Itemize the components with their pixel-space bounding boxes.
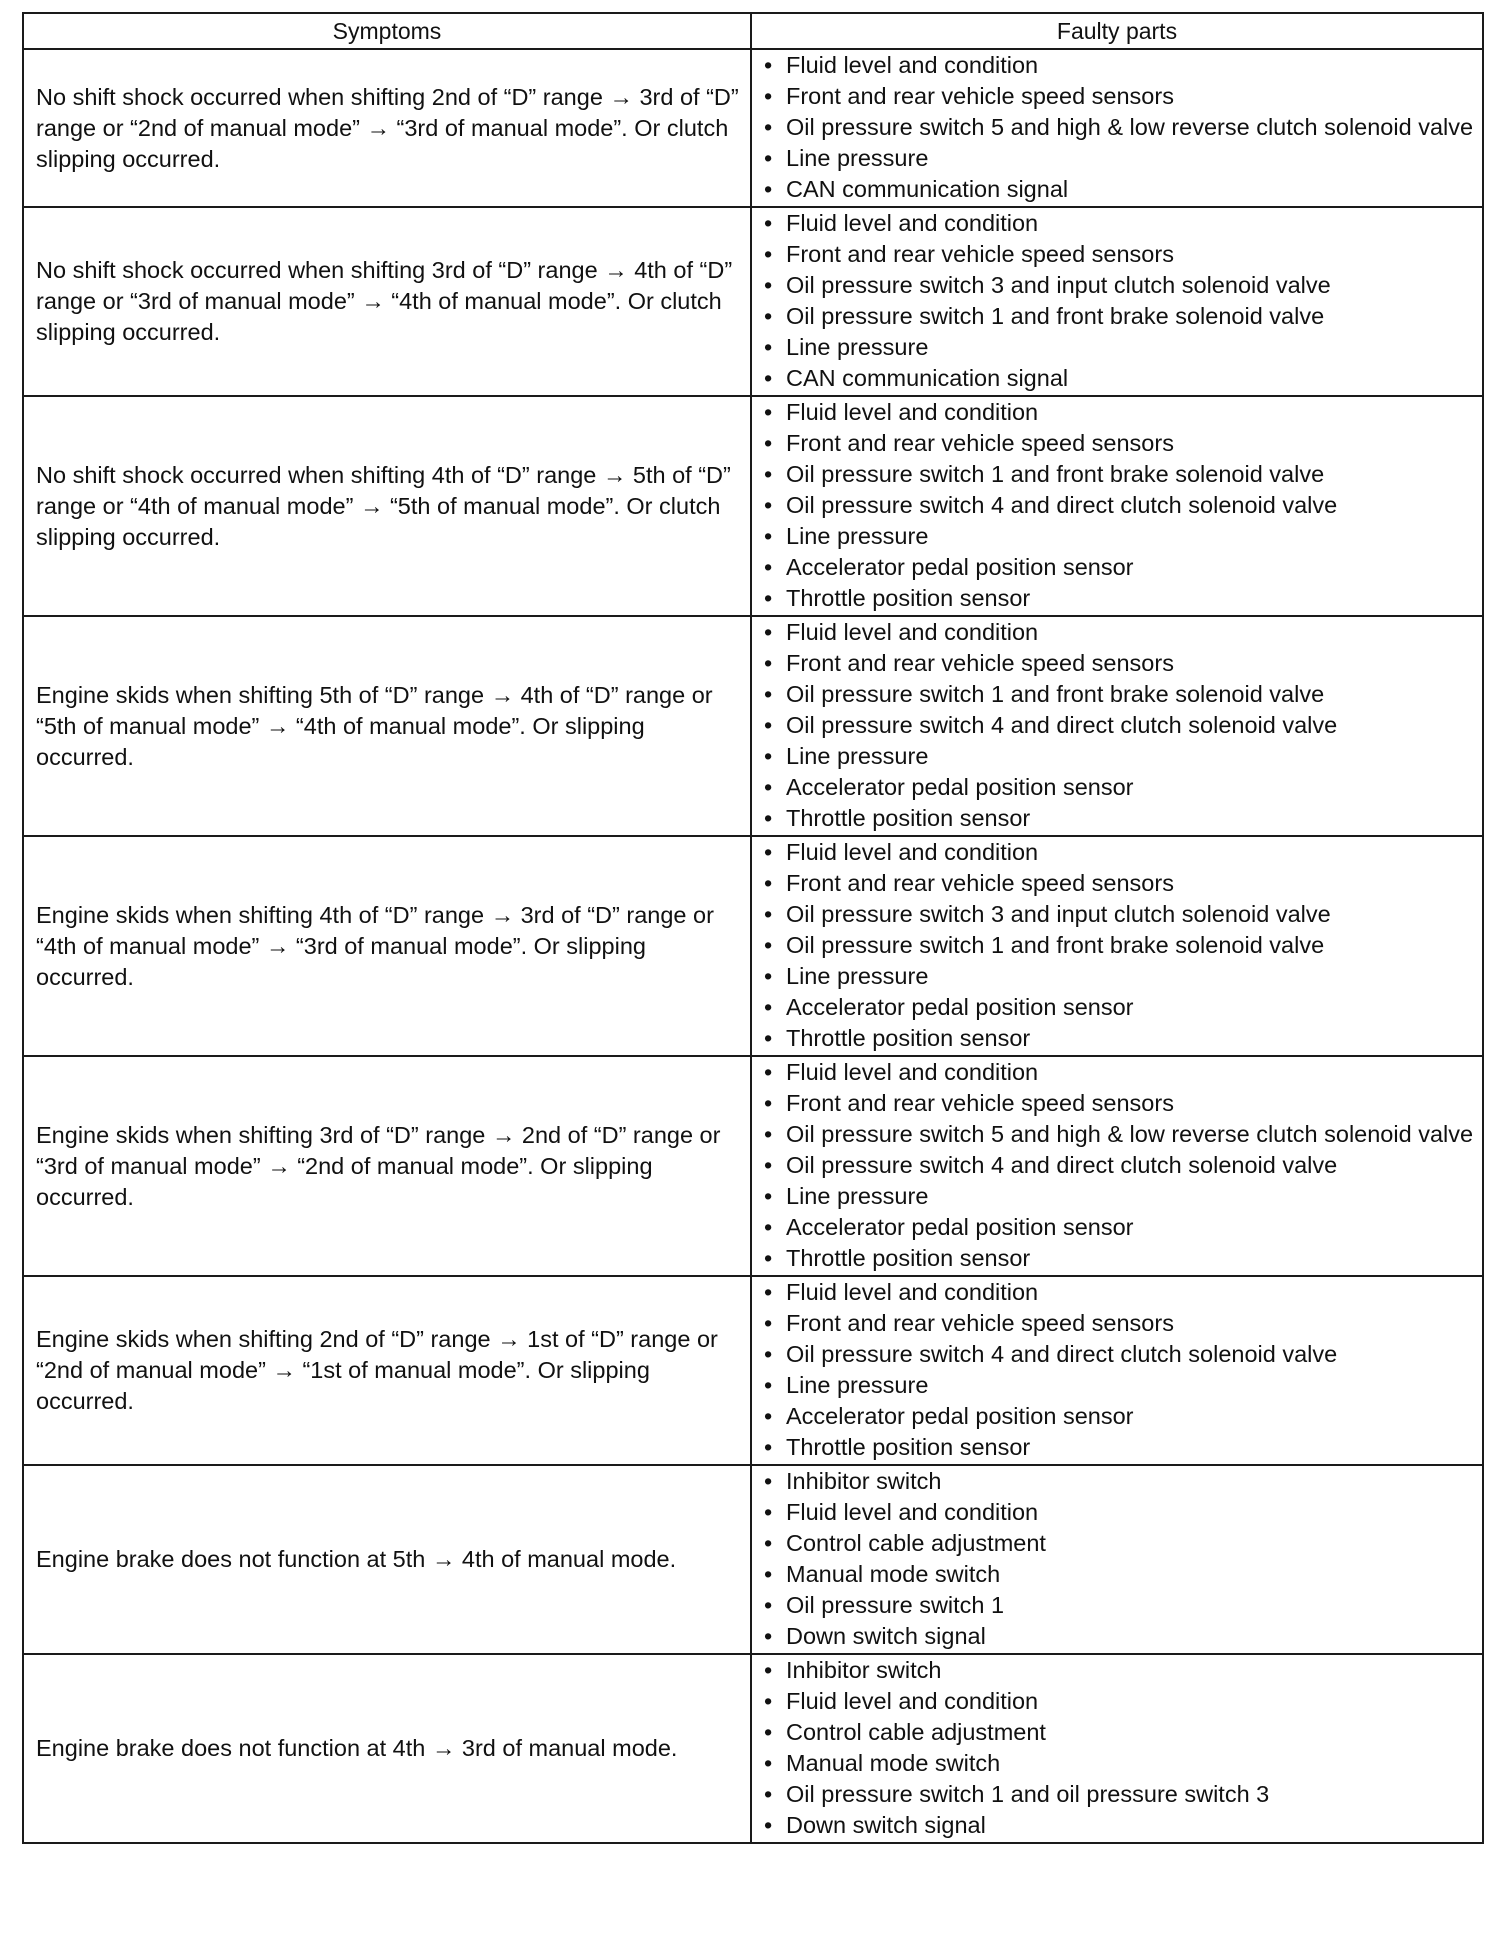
bullet-icon: • — [764, 1059, 773, 1085]
bullet-icon: • — [764, 1214, 773, 1240]
list-item — [762, 772, 1474, 803]
faulty-parts-cell — [751, 49, 1483, 207]
list-item — [762, 1181, 1474, 1212]
faulty-part-text: Front and rear vehicle speed sensors — [786, 650, 1174, 676]
faulty-parts-list — [762, 50, 1474, 205]
header-symptoms: Symptoms — [23, 13, 751, 49]
faulty-parts-cell — [751, 836, 1483, 1056]
list-item — [762, 1621, 1474, 1652]
list-item — [762, 81, 1474, 112]
bullet-icon: • — [764, 1090, 773, 1116]
list-item — [762, 1590, 1474, 1621]
faulty-parts-list — [762, 397, 1474, 614]
faulty-part-text: Accelerator pedal position sensor — [786, 774, 1134, 800]
list-item — [762, 1466, 1474, 1497]
symptom-cell: Engine skids when shifting 3rd of “D” range → 2nd of “D” range or “3rd of manual mode” → “2nd of manual mode”. Or slipping occurred. — [23, 1056, 751, 1276]
bullet-icon: • — [764, 210, 773, 236]
list-item — [762, 899, 1474, 930]
bullet-icon: • — [764, 1183, 773, 1209]
faulty-part-text: Oil pressure switch 1 — [786, 1592, 1005, 1618]
bullet-icon: • — [764, 1592, 773, 1618]
list-item — [762, 617, 1474, 648]
list-item — [762, 239, 1474, 270]
faulty-part-text: Front and rear vehicle speed sensors — [786, 1090, 1174, 1116]
list-item — [762, 992, 1474, 1023]
symptom-cell: Engine skids when shifting 5th of “D” range → 4th of “D” range or “5th of manual mode” → “4th of manual mode”. Or slipping occurred. — [23, 616, 751, 836]
table-row — [23, 1654, 1483, 1843]
list-item — [762, 1212, 1474, 1243]
bullet-icon: • — [764, 1434, 773, 1460]
faulty-part-text: CAN communication signal — [786, 176, 1069, 202]
faulty-part-text: Line pressure — [786, 1372, 929, 1398]
faulty-part-text: Accelerator pedal position sensor — [786, 1403, 1134, 1429]
faulty-part-text: Oil pressure switch 4 and direct clutch solenoid valve — [786, 712, 1338, 738]
bullet-icon: • — [764, 83, 773, 109]
faulty-part-text: Down switch signal — [786, 1812, 986, 1838]
faulty-part-text: Front and rear vehicle speed sensors — [786, 241, 1174, 267]
symptom-cell: Engine skids when shifting 4th of “D” range → 3rd of “D” range or “4th of manual mode” → “3rd of manual mode”. Or slipping occurred. — [23, 836, 751, 1056]
faulty-part-text: Line pressure — [786, 1183, 929, 1209]
faulty-part-text: Inhibitor switch — [786, 1657, 942, 1683]
bullet-icon: • — [764, 681, 773, 707]
faulty-part-text: CAN communication signal — [786, 365, 1069, 391]
bullet-icon: • — [764, 1561, 773, 1587]
bullet-icon: • — [764, 619, 773, 645]
list-item — [762, 270, 1474, 301]
faulty-parts-list — [762, 1655, 1474, 1841]
bullet-icon: • — [764, 554, 773, 580]
faulty-part-text: Line pressure — [786, 963, 929, 989]
bullet-icon: • — [764, 1341, 773, 1367]
list-item — [762, 143, 1474, 174]
bullet-icon: • — [764, 365, 773, 391]
faulty-part-text: Manual mode switch — [786, 1561, 1001, 1587]
list-item — [762, 174, 1474, 205]
bullet-icon: • — [764, 303, 773, 329]
faulty-part-text: Oil pressure switch 1 and front brake solenoid valve — [786, 461, 1325, 487]
list-item — [762, 552, 1474, 583]
table-row — [23, 1465, 1483, 1654]
faulty-part-text: Throttle position sensor — [786, 1245, 1031, 1271]
faulty-part-text: Throttle position sensor — [786, 1025, 1031, 1051]
bullet-icon: • — [764, 176, 773, 202]
faulty-parts-list — [762, 208, 1474, 394]
bullet-icon: • — [764, 52, 773, 78]
faulty-parts-list — [762, 1277, 1474, 1463]
list-item — [762, 1277, 1474, 1308]
list-item — [762, 1119, 1474, 1150]
list-item — [762, 1497, 1474, 1528]
faulty-part-text: Control cable adjustment — [786, 1530, 1046, 1556]
faulty-part-text: Line pressure — [786, 743, 929, 769]
bullet-icon: • — [764, 1812, 773, 1838]
list-item — [762, 1686, 1474, 1717]
list-item — [762, 1748, 1474, 1779]
faulty-part-text: Oil pressure switch 4 and direct clutch solenoid valve — [786, 1152, 1338, 1178]
faulty-part-text: Oil pressure switch 1 and front brake solenoid valve — [786, 303, 1325, 329]
bullet-icon: • — [764, 1152, 773, 1178]
table-row — [23, 616, 1483, 836]
faulty-parts-cell — [751, 1276, 1483, 1465]
bullet-icon: • — [764, 805, 773, 831]
faulty-parts-list — [762, 1466, 1474, 1652]
list-item — [762, 679, 1474, 710]
table-row — [23, 1276, 1483, 1465]
list-item — [762, 50, 1474, 81]
list-item — [762, 710, 1474, 741]
bullet-icon: • — [764, 901, 773, 927]
bullet-icon: • — [764, 114, 773, 140]
list-item — [762, 1401, 1474, 1432]
faulty-part-text: Fluid level and condition — [786, 1059, 1039, 1085]
faulty-parts-cell — [751, 616, 1483, 836]
bullet-icon: • — [764, 774, 773, 800]
faulty-part-text: Fluid level and condition — [786, 399, 1039, 425]
list-item — [762, 301, 1474, 332]
list-item — [762, 428, 1474, 459]
symptom-cell: No shift shock occurred when shifting 2nd of “D” range → 3rd of “D” range or “2nd of manual mode” → “3rd of manual mode”. Or clutch slipping occurred. — [23, 49, 751, 207]
faulty-parts-list — [762, 1057, 1474, 1274]
bullet-icon: • — [764, 430, 773, 456]
list-item — [762, 868, 1474, 899]
list-item — [762, 1023, 1474, 1054]
faulty-part-text: Line pressure — [786, 523, 929, 549]
faulty-part-text: Oil pressure switch 3 and input clutch solenoid valve — [786, 272, 1331, 298]
faulty-part-text: Oil pressure switch 1 and front brake solenoid valve — [786, 932, 1325, 958]
bullet-icon: • — [764, 1623, 773, 1649]
symptom-cell: Engine skids when shifting 2nd of “D” range → 1st of “D” range or “2nd of manual mode” → “1st of manual mode”. Or slipping occurred. — [23, 1276, 751, 1465]
faulty-part-text: Fluid level and condition — [786, 839, 1039, 865]
symptom-cell: No shift shock occurred when shifting 3rd of “D” range → 4th of “D” range or “3rd of manual mode” → “4th of manual mode”. Or clutch slipping occurred. — [23, 207, 751, 396]
bullet-icon: • — [764, 963, 773, 989]
list-item — [762, 930, 1474, 961]
bullet-icon: • — [764, 1403, 773, 1429]
faulty-part-text: Oil pressure switch 5 and high & low reverse clutch solenoid valve — [786, 114, 1474, 140]
faulty-part-text: Accelerator pedal position sensor — [786, 994, 1134, 1020]
faulty-parts-cell — [751, 1465, 1483, 1654]
faulty-part-text: Fluid level and condition — [786, 619, 1039, 645]
faulty-part-text: Fluid level and condition — [786, 1688, 1039, 1714]
bullet-icon: • — [764, 334, 773, 360]
faulty-part-text: Oil pressure switch 1 and oil pressure switch 3 — [786, 1781, 1270, 1807]
symptom-cell: No shift shock occurred when shifting 4th of “D” range → 5th of “D” range or “4th of manual mode” → “5th of manual mode”. Or clutch slipping occurred. — [23, 396, 751, 616]
bullet-icon: • — [764, 492, 773, 518]
bullet-icon: • — [764, 145, 773, 171]
bullet-icon: • — [764, 650, 773, 676]
faulty-part-text: Oil pressure switch 5 and high & low reverse clutch solenoid valve — [786, 1121, 1474, 1147]
list-item — [762, 521, 1474, 552]
faulty-part-text: Fluid level and condition — [786, 210, 1039, 236]
faulty-part-text: Oil pressure switch 3 and input clutch solenoid valve — [786, 901, 1331, 927]
bullet-icon: • — [764, 1121, 773, 1147]
bullet-icon: • — [764, 994, 773, 1020]
faulty-parts-cell — [751, 1056, 1483, 1276]
list-item — [762, 803, 1474, 834]
bullet-icon: • — [764, 1025, 773, 1051]
faulty-part-text: Throttle position sensor — [786, 805, 1031, 831]
list-item — [762, 1717, 1474, 1748]
bullet-icon: • — [764, 523, 773, 549]
list-item — [762, 1370, 1474, 1401]
faulty-part-text: Oil pressure switch 1 and front brake solenoid valve — [786, 681, 1325, 707]
faulty-part-text: Oil pressure switch 4 and direct clutch solenoid valve — [786, 1341, 1338, 1367]
header-faulty-parts: Faulty parts — [751, 13, 1483, 49]
symptom-cell: Engine brake does not function at 4th → 3rd of manual mode. — [23, 1654, 751, 1843]
list-item — [762, 1088, 1474, 1119]
bullet-icon: • — [764, 1530, 773, 1556]
bullet-icon: • — [764, 1245, 773, 1271]
table-header-row — [23, 13, 1483, 49]
faulty-part-text: Down switch signal — [786, 1623, 986, 1649]
list-item — [762, 490, 1474, 521]
bullet-icon: • — [764, 743, 773, 769]
faulty-part-text: Accelerator pedal position sensor — [786, 1214, 1134, 1240]
bullet-icon: • — [764, 1499, 773, 1525]
list-item — [762, 1779, 1474, 1810]
faulty-parts-cell — [751, 1654, 1483, 1843]
list-item — [762, 112, 1474, 143]
faulty-part-text: Front and rear vehicle speed sensors — [786, 430, 1174, 456]
bullet-icon: • — [764, 1657, 773, 1683]
faulty-parts-list — [762, 617, 1474, 834]
table-row — [23, 49, 1483, 207]
bullet-icon: • — [764, 1688, 773, 1714]
list-item — [762, 332, 1474, 363]
faulty-part-text: Oil pressure switch 4 and direct clutch solenoid valve — [786, 492, 1338, 518]
list-item — [762, 1528, 1474, 1559]
list-item — [762, 1339, 1474, 1370]
faulty-part-text: Fluid level and condition — [786, 52, 1039, 78]
bullet-icon: • — [764, 241, 773, 267]
bullet-icon: • — [764, 1719, 773, 1745]
table-row — [23, 1056, 1483, 1276]
list-item — [762, 459, 1474, 490]
bullet-icon: • — [764, 932, 773, 958]
bullet-icon: • — [764, 461, 773, 487]
bullet-icon: • — [764, 1468, 773, 1494]
bullet-icon: • — [764, 1781, 773, 1807]
faulty-part-text: Fluid level and condition — [786, 1499, 1039, 1525]
list-item — [762, 648, 1474, 679]
list-item — [762, 208, 1474, 239]
bullet-icon: • — [764, 839, 773, 865]
list-item — [762, 1057, 1474, 1088]
faulty-part-text: Line pressure — [786, 145, 929, 171]
list-item — [762, 1243, 1474, 1274]
diagnosis-table — [22, 12, 1484, 1844]
table-row — [23, 396, 1483, 616]
bullet-icon: • — [764, 870, 773, 896]
faulty-part-text: Throttle position sensor — [786, 585, 1031, 611]
bullet-icon: • — [764, 1372, 773, 1398]
faulty-part-text: Front and rear vehicle speed sensors — [786, 870, 1174, 896]
list-item — [762, 837, 1474, 868]
faulty-part-text: Front and rear vehicle speed sensors — [786, 83, 1174, 109]
bullet-icon: • — [764, 1279, 773, 1305]
faulty-part-text: Control cable adjustment — [786, 1719, 1046, 1745]
symptom-cell: Engine brake does not function at 5th → 4th of manual mode. — [23, 1465, 751, 1654]
bullet-icon: • — [764, 585, 773, 611]
table-row — [23, 207, 1483, 396]
bullet-icon: • — [764, 399, 773, 425]
list-item — [762, 1655, 1474, 1686]
bullet-icon: • — [764, 1310, 773, 1336]
faulty-part-text: Front and rear vehicle speed sensors — [786, 1310, 1174, 1336]
table-row — [23, 836, 1483, 1056]
faulty-parts-cell — [751, 207, 1483, 396]
bullet-icon: • — [764, 272, 773, 298]
list-item — [762, 1150, 1474, 1181]
list-item — [762, 961, 1474, 992]
list-item — [762, 1432, 1474, 1463]
faulty-part-text: Manual mode switch — [786, 1750, 1001, 1776]
faulty-part-text: Accelerator pedal position sensor — [786, 554, 1134, 580]
list-item — [762, 1308, 1474, 1339]
faulty-part-text: Fluid level and condition — [786, 1279, 1039, 1305]
faulty-part-text: Line pressure — [786, 334, 929, 360]
faulty-parts-list — [762, 837, 1474, 1054]
list-item — [762, 741, 1474, 772]
list-item — [762, 1810, 1474, 1841]
list-item — [762, 363, 1474, 394]
bullet-icon: • — [764, 712, 773, 738]
faulty-part-text: Throttle position sensor — [786, 1434, 1031, 1460]
list-item — [762, 397, 1474, 428]
list-item — [762, 1559, 1474, 1590]
faulty-parts-cell — [751, 396, 1483, 616]
faulty-part-text: Inhibitor switch — [786, 1468, 942, 1494]
list-item — [762, 583, 1474, 614]
bullet-icon: • — [764, 1750, 773, 1776]
